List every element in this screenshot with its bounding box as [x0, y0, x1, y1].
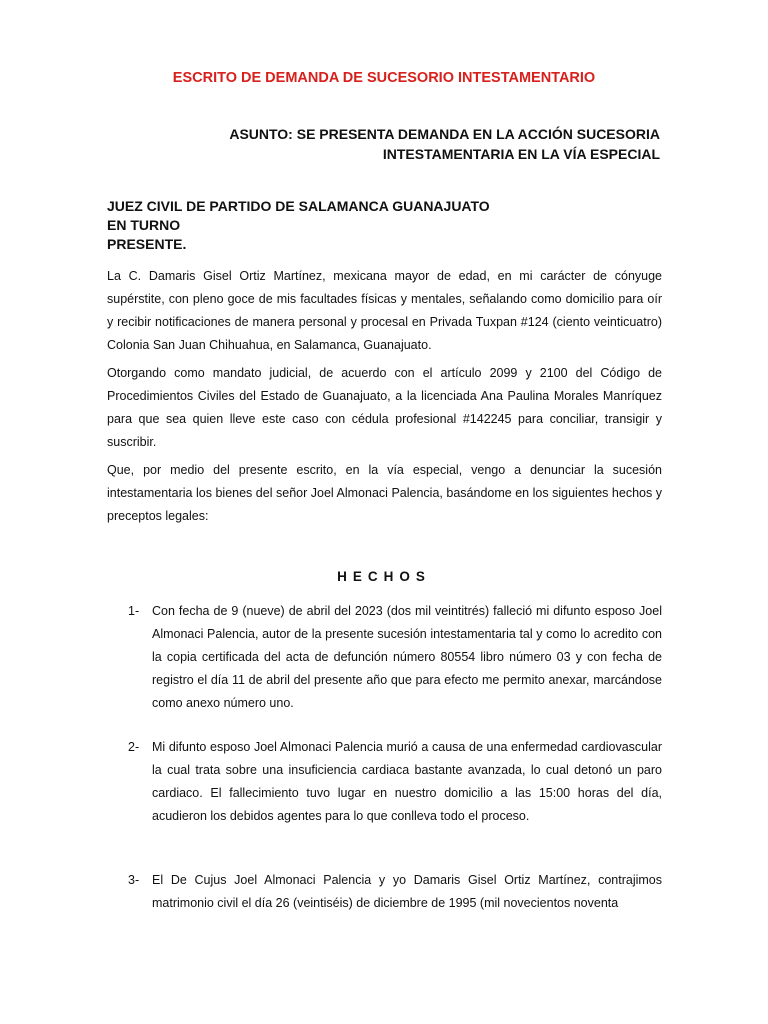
body-paragraph: Otorgando como mandato judicial, de acuerdo con el artículo 2099 y 2100 del Código de Procedimientos Civiles del Estado de Guanajuato, a la licenciada Ana Paulina Morales Manríquez para que sea quien lleve este caso con cédula profesional #142245 para conciliar, transigir y suscribir.: [107, 366, 662, 449]
hecho-text: El De Cujus Joel Almonaci Palencia y yo Damaris Gisel Ortiz Martínez, contrajimos matrimonio civil el día 26 (veintiséis) de diciembre de 1995 (mil novecientos noventa: [152, 873, 662, 910]
hecho-number: 2-: [128, 740, 140, 754]
addressee-line: PRESENTE.: [107, 236, 187, 252]
hecho-text: Con fecha de 9 (nueve) de abril del 2023 (dos mil veintitrés) falleció mi difunto esposo Joel Almonaci Palencia, autor de la presente sucesión intestamentaria tal y como lo acredito con la copia certificada del acta de defunción número 80554 libro número 03 y con fecha de registro el día 11 de abril del presente año que para efecto me permito anexar, marcándose como anexo número uno.: [152, 604, 662, 710]
body-paragraph: Que, por medio del presente escrito, en la vía especial, vengo a denunciar la sucesión intestamentaria los bienes del señor Joel Almonaci Palencia, basándome en los siguientes hechos y preceptos legales:: [107, 463, 662, 523]
addressee-block: [107, 197, 490, 254]
hechos-heading: HECHOS: [337, 569, 431, 584]
document-title: ESCRITO DE DEMANDA DE SUCESORIO INTESTAMENTARIO: [172, 70, 596, 86]
hecho-number: 3-: [128, 873, 140, 887]
hecho-text: Mi difunto esposo Joel Almonaci Palencia murió a causa de una enfermedad cardiovascular la cual trata sobre una insuficiencia cardiaca bastante avanzada, lo cual detonó un paro cardiaco. El fallecimiento tuvo lugar en nuestro domicilio a las 15:00 horas del día, acudieron los debidos agentes para lo que conlleva todo el proceso.: [152, 740, 662, 823]
asunto-block: [229, 124, 660, 164]
hecho-item: [128, 736, 662, 828]
asunto-line: ASUNTO: SE PRESENTA DEMANDA EN LA ACCIÓN SUCESORIA: [229, 126, 660, 142]
hecho-number: 1-: [128, 604, 140, 618]
addressee-line: EN TURNO: [107, 217, 181, 233]
hecho-item: [128, 600, 662, 715]
asunto-line: INTESTAMENTARIA EN LA VÍA ESPECIAL: [382, 146, 660, 162]
hecho-item: [128, 869, 662, 915]
addressee-line: JUEZ CIVIL DE PARTIDO DE SALAMANCA GUANAJUATO: [107, 198, 490, 214]
body-paragraph: La C. Damaris Gisel Ortiz Martínez, mexicana mayor de edad, en mi carácter de cónyuge supérstite, con pleno goce de mis facultades físicas y mentales, señalando como domicilio para oír y recibir notificaciones de manera personal y procesal en Privada Tuxpan #124 (ciento veinticuatro) Colonia San Juan Chihuahua, en Salamanca, Guanajuato.: [107, 269, 662, 352]
